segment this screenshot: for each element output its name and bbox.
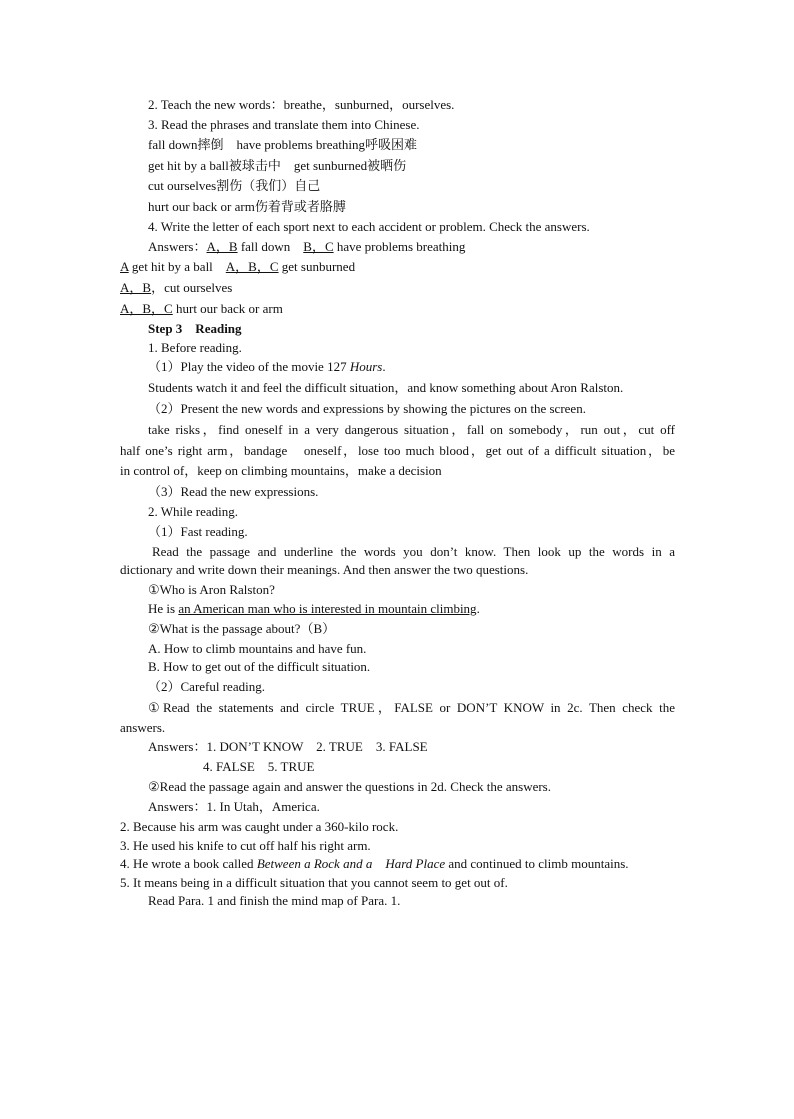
text: He is: [148, 601, 179, 616]
text-line: [120, 856, 629, 872]
text-line: get hit by a ball被球击中 get sunburned被晒伤: [148, 158, 407, 173]
option-b: B. How to get out of the difficult situation.: [148, 659, 371, 674]
text-line: Answers：1. DON’T KNOW 2. TRUE 3. FALSE: [148, 739, 428, 754]
answer-line: [120, 301, 283, 317]
text-line: in control of，keep on climbing mountains，make a decision: [120, 463, 442, 478]
answer-letters: A，B，C: [225, 259, 279, 274]
text-line: half one’s right arm，bandage oneself，lose too much blood，get out of a difficult situation，be: [120, 443, 675, 458]
answer-line: [120, 280, 232, 296]
text-line: 4. FALSE 5. TRUE: [203, 759, 315, 774]
text-line: Read Para. 1 and finish the mind map of Para. 1.: [148, 893, 401, 908]
text-line: ①Read the statements and circle TRUE，FALSE or DON’T KNOW in 2c. Then check the: [148, 700, 675, 715]
text-line: answers.: [120, 720, 166, 735]
book-title: Between a Rock and a Hard Place: [256, 856, 446, 871]
text-line: Students watch it and feel the difficult situation，and know something about Aron Ralston.: [148, 380, 624, 395]
text-line: ①Who is Aron Ralston?: [148, 582, 275, 597]
phrase: get hit by a ball: [128, 259, 226, 274]
answer-line: [148, 239, 465, 255]
text-line: 5. It means being in a difficult situation that you cannot seem to get out of.: [120, 875, 508, 890]
answer-underlined: an American man who is interested in mountain climbing: [178, 601, 477, 616]
phrase: fall down: [237, 239, 304, 254]
text-line: 3. He used his knife to cut off half his right arm.: [120, 838, 371, 853]
text-line: （3）Read the new expressions.: [148, 484, 319, 499]
text-line: 3. Read the phrases and translate them into Chinese.: [148, 117, 420, 132]
text-line: 2. While reading.: [148, 504, 239, 519]
answer-letters: A: [120, 259, 129, 274]
text-line: ②Read the passage again and answer the questions in 2d. Check the answers.: [148, 779, 551, 794]
answer-letters: B，C: [303, 239, 334, 254]
answer-letters: A，B，C: [120, 301, 173, 316]
option-a: A. How to climb mountains and have fun.: [148, 641, 367, 656]
section-heading: Step 3 Reading: [148, 321, 242, 336]
text-line: [148, 601, 480, 617]
text-line: dictionary and write down their meanings. And then answer the two questions.: [120, 562, 529, 577]
phrase: ，cut ourselves: [151, 280, 233, 295]
text: .: [476, 601, 480, 616]
text-line: cut ourselves割伤（我们）自己: [148, 178, 321, 193]
text-line: （2）Present the new words and expressions by showing the pictures on the screen.: [148, 401, 586, 416]
text: 4. He wrote a book called: [120, 856, 257, 871]
text-line: hurt our back or arm伤着背或者胳膊: [148, 199, 346, 214]
text-line: 2. Because his arm was caught under a 360-kilo rock.: [120, 819, 399, 834]
text-line: 1. Before reading.: [148, 340, 242, 355]
movie-title: Hours: [349, 359, 383, 374]
text-line: ②What is the passage about?（B）: [148, 621, 336, 636]
text-line: （2）Careful reading.: [148, 679, 265, 694]
phrase: hurt our back or arm: [172, 301, 283, 316]
text-line: [148, 359, 386, 375]
text-line: 2. Teach the new words：breathe，sunburned，ourselves.: [148, 97, 455, 112]
text-line: Answers：1. In Utah，America.: [148, 799, 320, 814]
text-line: fall down摔倒 have problems breathing呼吸困难: [148, 137, 417, 152]
text: and continued to climb mountains.: [445, 856, 629, 871]
answer-line: [120, 259, 355, 275]
text-line: Read the passage and underline the words you don’t know. Then look up the words in a: [152, 544, 675, 559]
answer-letters: A，B: [120, 280, 152, 295]
text-line: 4. Write the letter of each sport next to each accident or problem. Check the answers.: [148, 219, 590, 234]
text: （1）Play the video of the movie 127: [148, 359, 350, 374]
text: .: [382, 359, 386, 374]
label: Answers：: [148, 239, 207, 254]
phrase: have problems breathing: [333, 239, 466, 254]
text-line: （1）Fast reading.: [148, 524, 248, 539]
answer-letters: A，B: [206, 239, 238, 254]
text-line: take risks，find oneself in a very dangerous situation，fall on somebody，run out，cut off: [148, 422, 675, 437]
phrase: get sunburned: [278, 259, 356, 274]
